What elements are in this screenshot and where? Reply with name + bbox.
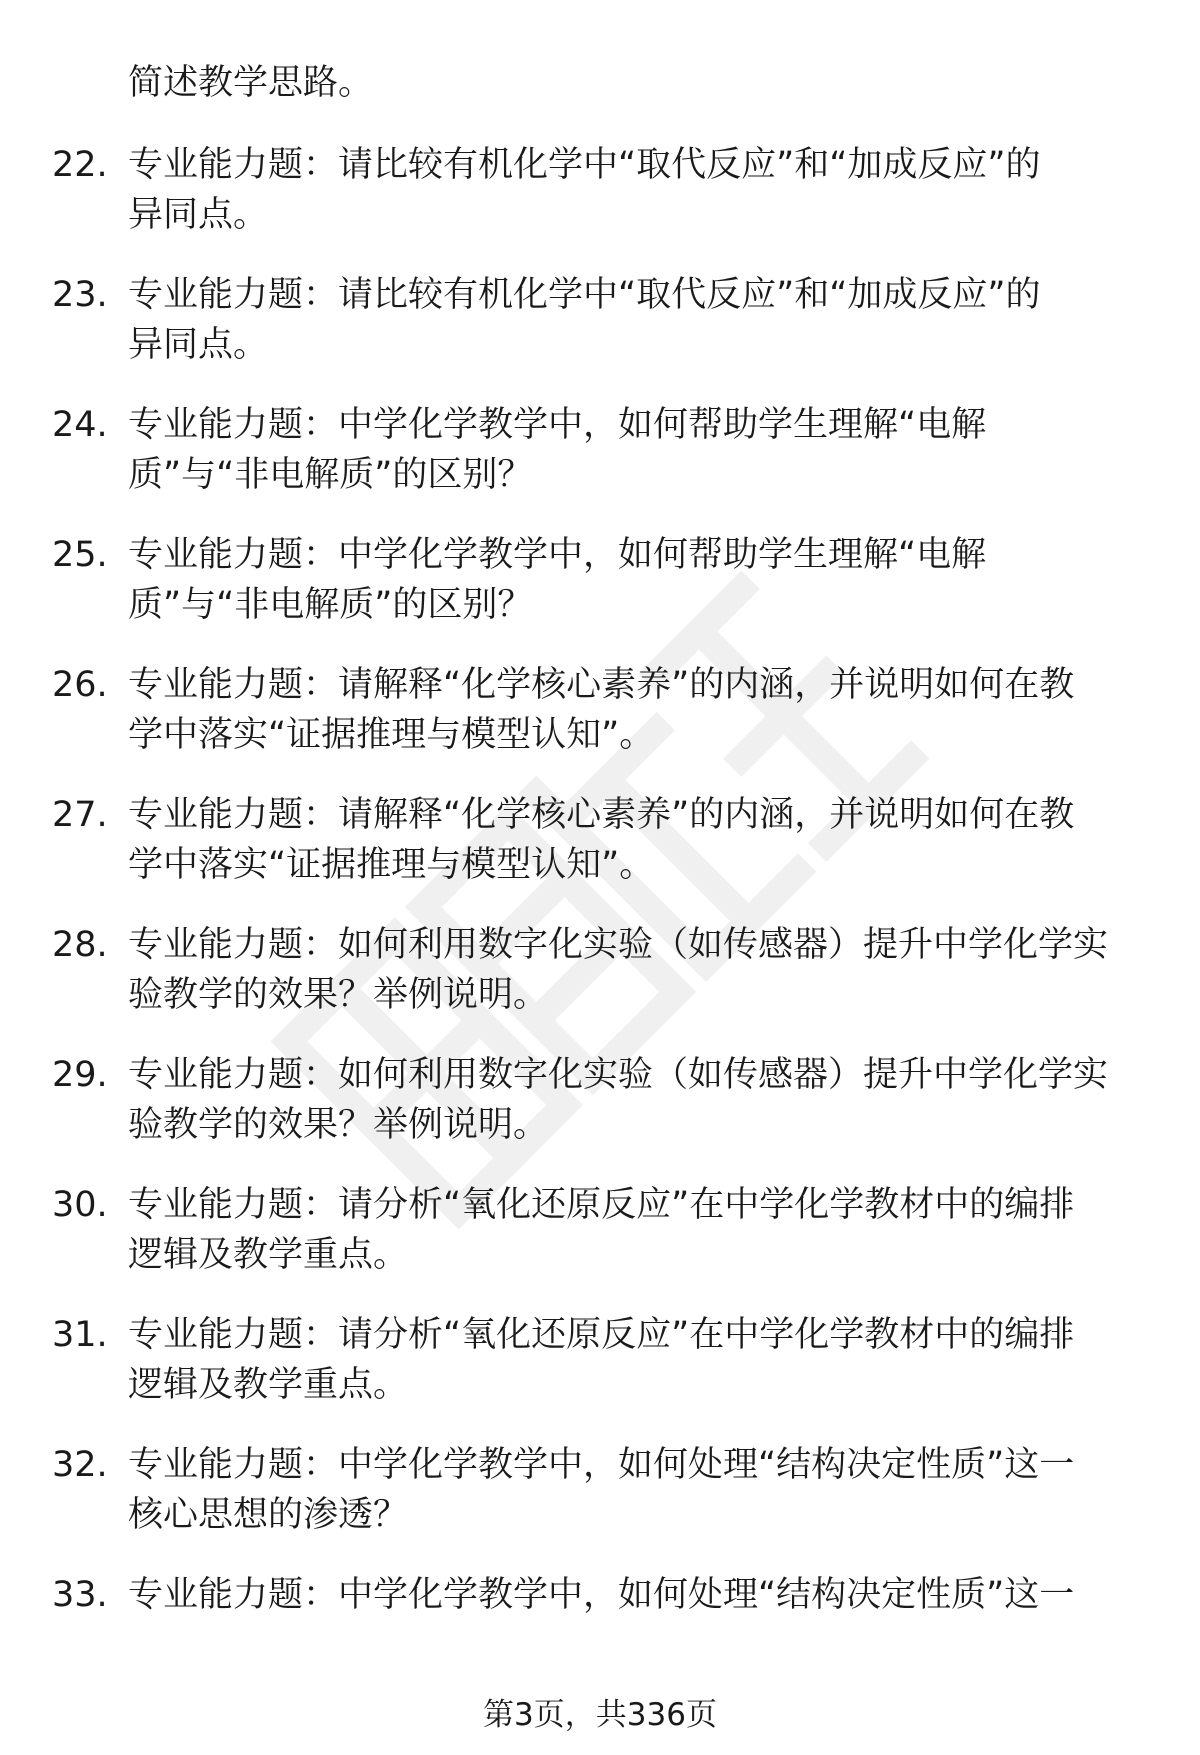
question-text-line: 质”与“非电解质”的区别？: [128, 585, 533, 625]
question-number: 29.: [52, 1055, 108, 1095]
question-text-line: 验教学的效果？举例说明。: [128, 975, 549, 1015]
question-number: 30.: [52, 1185, 108, 1225]
question-item: [0, 660, 1200, 790]
question-number: 23.: [52, 275, 108, 315]
question-text-line: 学中落实“证据推理与模型认知”。: [128, 715, 655, 755]
question-text-line: 专业能力题：如何利用数字化实验（如传感器）提升中学化学实: [128, 1055, 1109, 1095]
question-text-line: 异同点。: [128, 325, 269, 365]
question-number: 24.: [52, 405, 108, 445]
question-item: [0, 270, 1200, 400]
question-item: [0, 530, 1200, 660]
question-item: [0, 1180, 1200, 1310]
question-number: 22.: [52, 145, 108, 185]
question-text-line: 逻辑及教学重点。: [128, 1365, 409, 1405]
question-number: 27.: [52, 795, 108, 835]
question-text-line: 专业能力题：请比较有机化学中“取代反应”和“加成反应”的: [128, 145, 1041, 185]
question-number: 26.: [52, 665, 108, 705]
question-item: [0, 1050, 1200, 1180]
question-number: 25.: [52, 535, 108, 575]
question-text-line: 学中落实“证据推理与模型认知”。: [128, 845, 655, 885]
question-number: 32.: [52, 1445, 108, 1485]
question-number: 31.: [52, 1315, 108, 1355]
question-text-line: 核心思想的渗透？: [128, 1495, 409, 1535]
question-text-line: 专业能力题：中学化学教学中，如何处理“结构决定性质”这一: [128, 1445, 1075, 1485]
question-text-line: 专业能力题：请解释“化学核心素养”的内涵，并说明如何在教: [128, 665, 1075, 705]
question-text-line: 专业能力题：请解释“化学核心素养”的内涵，并说明如何在教: [128, 795, 1075, 835]
question-text-line: 质”与“非电解质”的区别？: [128, 455, 533, 495]
question-text-line: 验教学的效果？举例说明。: [128, 1105, 549, 1145]
question-item: [0, 140, 1200, 270]
question-text-line: 专业能力题：中学化学教学中，如何处理“结构决定性质”这一: [128, 1575, 1075, 1615]
question-item: [0, 1440, 1200, 1570]
question-text-line: 专业能力题：请分析“氧化还原反应”在中学化学教材中的编排: [128, 1185, 1075, 1225]
question-text-line: 专业能力题：中学化学教学中，如何帮助学生理解“电解: [128, 405, 987, 445]
question-item: [0, 1310, 1200, 1440]
question-list: [0, 140, 1200, 1700]
question-item: [0, 920, 1200, 1050]
question-item: [0, 1570, 1200, 1700]
question-item: [0, 400, 1200, 530]
question-text-line: 专业能力题：请比较有机化学中“取代反应”和“加成反应”的: [128, 275, 1041, 315]
question-text-line: 专业能力题：如何利用数字化实验（如传感器）提升中学化学实: [128, 925, 1109, 965]
question-text-line: 异同点。: [128, 195, 269, 235]
question-text-line: 逻辑及教学重点。: [128, 1235, 409, 1275]
page-footer: 第3页，共336页: [483, 1697, 717, 1733]
question-text-line: 专业能力题：中学化学教学中，如何帮助学生理解“电解: [128, 535, 987, 575]
question-number: 33.: [52, 1575, 108, 1615]
question-item: [0, 790, 1200, 920]
question-text-line: 专业能力题：请分析“氧化还原反应”在中学化学教材中的编排: [128, 1315, 1075, 1355]
continuation-text: 简述教学思路。: [128, 63, 374, 103]
question-number: 28.: [52, 925, 108, 965]
